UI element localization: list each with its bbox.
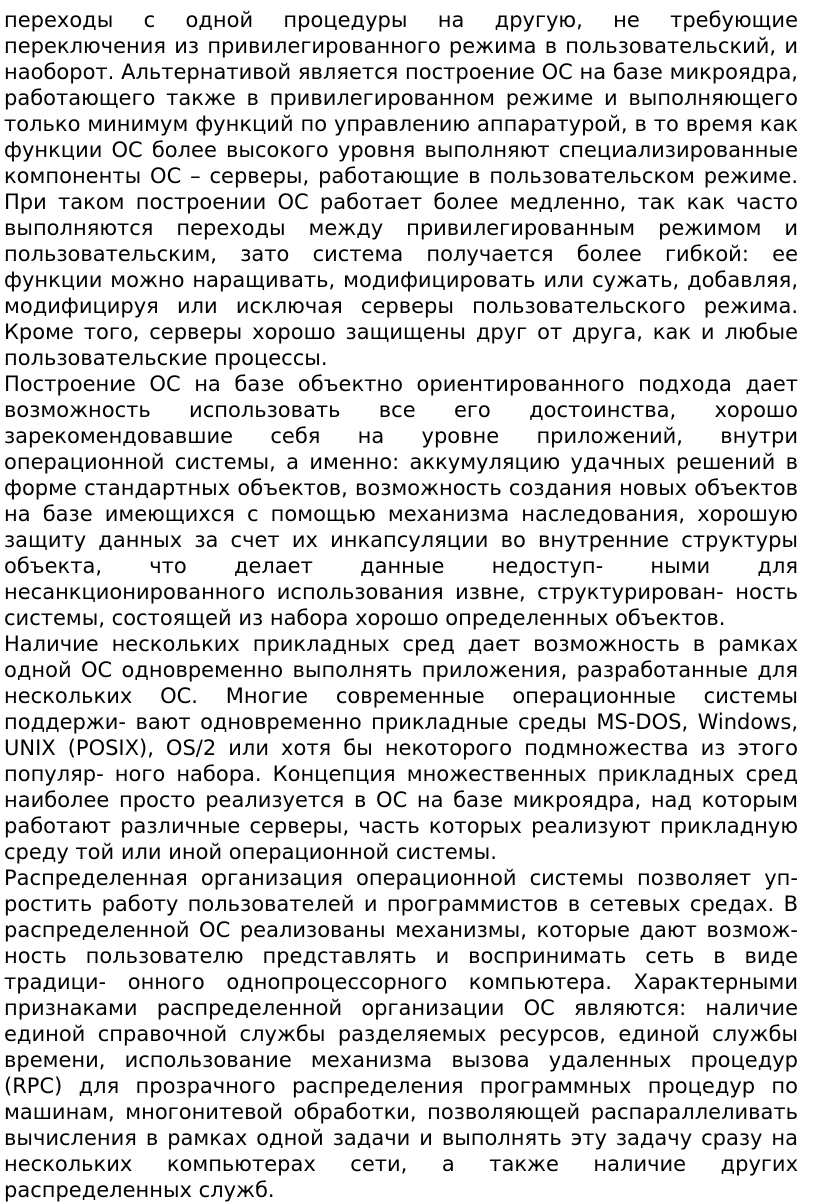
paragraph-microkernel: переходы с одной процедуры на другую, не требующие переключения из привилегированного режима в пользовательский, и наоборот. Альтернативой является построение ОС на базе микроядра, работающего также в привилегированном режиме и выполняющего только минимум функций по управлению аппаратурой, в то время как функции ОС более высокого уровня выполняют специализированные компоненты ОС – серверы, работающие в пользовательском режиме. При таком построении ОС работает более медленно, так как часто выполняются переходы между привилегированным режимом и пользовательским, зато система получается более гибкой: ее функции можно наращивать, модифицировать или сужать, добавляя, модифицируя или исключая серверы пользовательского режима. Кроме того, серверы хорошо защищены друг от друга, как и любые пользовательские процессы. <box>4 8 798 370</box>
paragraph-distributed-os: Распределенная организация операционной системы позволяет уп- ростить работу пользователей и программистов в сетевых средах. В распределенной ОС реализованы механизмы, которые дают возмож- ность пользователю представлять и воспринимать сеть в виде традици- онного однопроцессорного компьютера. Характерными признаками распределенной организации ОС являются: наличие единой справочной службы разделяемых ресурсов, единой службы времени, использование механизма вызова удаленных процедур (RPC) для прозрачного распределения программных процедур по машинам, многонитевой обработки, позволяющей распараллеливать вычисления в рамках одной задачи и выполнять эту задачу сразу на нескольких компьютерах сети, а также наличие других распределенных служб. <box>4 866 798 1202</box>
paragraph-object-oriented: Построение ОС на базе объектно ориентированного подхода дает возможность использовать все его достоинства, хорошо зарекомендовавшие себя на уровне приложений, внутри операционной системы, а именно: аккумуляцию удачных решений в форме стандартных объектов, возможность создания новых объектов на базе имеющихся с помощью механизма наследования, хорошую защиту данных за счет их инкапсуляции во внутренние структуры объекта, что делает данные недоступ- ными для несанкционированного использования извне, структурирован- ность системы, состоящей из набора хорошо определенных объектов. <box>4 372 798 630</box>
paragraph-application-environments: Наличие нескольких прикладных сред дает возможность в рамках одной ОС одновременно выполнять приложения, разработанные для нескольких ОС. Многие современные операционные системы поддержи- вают одновременно прикладные среды MS-DOS, Windows, UNIX (POSIX), OS/2 или хотя бы некоторого подмножества из этого популяр- ного набора. Концепция множественных прикладных сред наиболее просто реализуется в ОС на базе микроядра, над которым работают различные серверы, часть которых реализуют прикладную среду той или иной операционной системы. <box>4 632 798 864</box>
